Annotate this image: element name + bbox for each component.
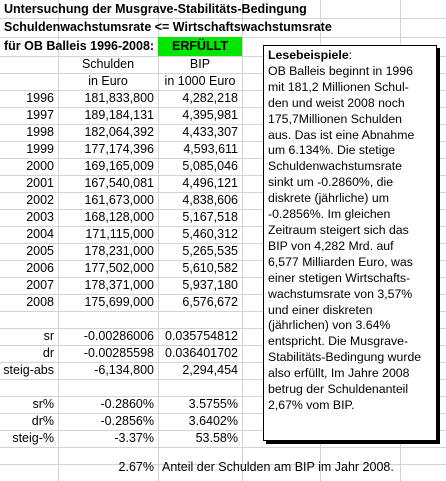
- note-line: -0.2856%. Im gleichen: [268, 207, 391, 222]
- note-line: diskrete (jährliche) um: [268, 191, 389, 206]
- debt-cell[interactable]: 189,184,131: [84, 108, 154, 122]
- note-line: (jährlichen) von 3.64%: [268, 318, 391, 333]
- year-cell[interactable]: 2002: [26, 193, 54, 207]
- pct-label-cell[interactable]: sr%: [32, 397, 54, 411]
- note-line: entspricht. Die Musgrave-: [268, 334, 409, 349]
- debt-cell[interactable]: 178,371,000: [84, 278, 154, 292]
- stat-label-cell[interactable]: dr: [42, 346, 54, 360]
- debt-cell[interactable]: 177,174,396: [84, 142, 154, 156]
- note-title-suffix: :: [348, 48, 353, 62]
- header-debt-line1[interactable]: Schulden: [81, 57, 135, 71]
- pct-label-cell[interactable]: dr%: [31, 414, 54, 428]
- stat-debt-cell[interactable]: -0.00286006: [83, 329, 154, 343]
- pct-debt-cell[interactable]: -0.2856%: [100, 414, 154, 428]
- debt-cell[interactable]: 161,673,000: [84, 193, 154, 207]
- stat-gdp-cell[interactable]: 2,294,454: [182, 363, 238, 377]
- year-cell[interactable]: 1997: [26, 108, 54, 122]
- debt-cell[interactable]: 167,540,081: [84, 176, 154, 190]
- note-line: 6,577 Milliarden Euro, was: [268, 254, 413, 269]
- gdp-cell[interactable]: 5,265,535: [182, 244, 238, 258]
- note-line: Zeitraum steigert sich das: [268, 222, 409, 237]
- debt-cell[interactable]: 181,833,800: [84, 91, 154, 105]
- year-cell[interactable]: 2006: [26, 261, 54, 275]
- note-line: also erfüllt, Im Jahre 2008: [268, 366, 410, 381]
- gdp-cell[interactable]: 5,167,518: [182, 210, 238, 224]
- header-gdp-line2[interactable]: in 1000 Euro: [164, 74, 236, 88]
- note-line: betrug der Schuldenanteil: [268, 382, 409, 397]
- note-line: wachstumsrate von 3,57%: [268, 286, 413, 301]
- gdp-cell[interactable]: 4,496,121: [182, 176, 238, 190]
- debt-cell[interactable]: 171,115,000: [85, 227, 154, 241]
- pct-label-cell[interactable]: steig-%: [12, 431, 54, 445]
- year-cell[interactable]: 2000: [26, 159, 54, 173]
- pct-gdp-cell[interactable]: 3.6402%: [188, 414, 238, 428]
- row-divider: [0, 447, 446, 448]
- gdp-cell[interactable]: 4,282,218: [182, 91, 238, 105]
- stat-label-cell[interactable]: sr: [43, 329, 54, 343]
- gdp-cell[interactable]: 4,433,307: [182, 125, 238, 139]
- comment-note[interactable]: [263, 45, 437, 441]
- note-line: BIP von 4,282 Mrd. auf: [268, 238, 394, 253]
- year-cell[interactable]: 2007: [26, 278, 54, 292]
- stat-label-cell[interactable]: steig-abs: [3, 363, 54, 377]
- stat-debt-cell[interactable]: -6,134,800: [94, 363, 154, 377]
- debt-cell[interactable]: 182,064,392: [84, 125, 154, 139]
- note-line: mit 181,2 Millionen Schul-: [268, 79, 409, 94]
- pct-debt-cell[interactable]: -0.2860%: [100, 397, 154, 411]
- gdp-cell[interactable]: 4,838,606: [182, 193, 238, 207]
- stat-gdp-cell[interactable]: 0.036401702: [165, 346, 238, 360]
- year-cell[interactable]: 2003: [26, 210, 54, 224]
- stat-debt-cell[interactable]: -0.00285598: [83, 346, 154, 360]
- gdp-cell[interactable]: 5,460,312: [182, 227, 238, 241]
- gdp-cell[interactable]: 5,937,180: [182, 278, 238, 292]
- year-cell[interactable]: 1999: [26, 142, 54, 156]
- gdp-cell[interactable]: 6,576,672: [182, 295, 238, 309]
- debt-share-text[interactable]: Anteil der Schulden am BIP im Jahr 2008.: [162, 460, 394, 474]
- status-badge[interactable]: ERFÜLLT: [158, 37, 242, 56]
- title-row-1[interactable]: Untersuchung der Musgrave-Stabilitäts-Bedingung: [4, 2, 307, 16]
- debt-share-value[interactable]: 2.67%: [118, 460, 154, 474]
- gdp-cell[interactable]: 5,085,046: [182, 159, 238, 173]
- note-line: einer stetigen Wirtschafts-: [268, 270, 411, 285]
- debt-cell[interactable]: 169,165,009: [84, 159, 154, 173]
- note-title: Lesebeispiele: [268, 48, 349, 62]
- pct-debt-cell[interactable]: -3.37%: [114, 431, 154, 445]
- debt-cell[interactable]: 168,128,000: [84, 210, 154, 224]
- year-cell[interactable]: 2004: [26, 227, 54, 241]
- header-gdp-line1[interactable]: BIP: [189, 57, 211, 71]
- year-cell[interactable]: 2008: [26, 295, 54, 309]
- note-line: und einer diskreten: [268, 302, 373, 317]
- gdp-cell[interactable]: 4,395,981: [182, 108, 238, 122]
- title-row-3[interactable]: für OB Balleis 1996-2008:: [4, 39, 155, 53]
- debt-cell[interactable]: 178,231,000: [84, 244, 154, 258]
- gdp-cell[interactable]: 4,593,611: [183, 142, 238, 156]
- year-cell[interactable]: 1996: [26, 91, 54, 105]
- debt-cell[interactable]: 175,699,000: [84, 295, 154, 309]
- note-line: Schuldenwachstumsrate: [268, 159, 402, 174]
- note-line: um 6.134%. Die stetige: [268, 143, 396, 158]
- year-cell[interactable]: 1998: [26, 125, 54, 139]
- note-line: sinkt um -0.2860%, die: [268, 175, 394, 190]
- pct-gdp-cell[interactable]: 53.58%: [195, 431, 238, 445]
- title-row-2[interactable]: Schuldenwachstumsrate <= Wirtschaftswachstumsrate: [4, 20, 332, 34]
- debt-cell[interactable]: 177,502,000: [84, 261, 154, 275]
- pct-gdp-cell[interactable]: 3.5755%: [188, 397, 238, 411]
- header-debt-line2[interactable]: in Euro: [88, 74, 128, 88]
- note-line: aus. Das ist eine Abnahme: [268, 127, 415, 142]
- gdp-cell[interactable]: 5,610,582: [182, 261, 238, 275]
- note-line: 175,7Millionen Schulden: [268, 111, 402, 126]
- year-cell[interactable]: 2001: [26, 176, 54, 190]
- note-line: 2,67% vom BIP.: [268, 397, 355, 412]
- note-line: Stabilitäts-Bedingung wurde: [268, 350, 422, 365]
- note-line: OB Balleis beginnt in 1996: [268, 63, 413, 78]
- stat-gdp-cell[interactable]: 0.035754812: [165, 329, 238, 343]
- year-cell[interactable]: 2005: [26, 244, 54, 258]
- note-line: den und weist 2008 noch: [268, 95, 405, 110]
